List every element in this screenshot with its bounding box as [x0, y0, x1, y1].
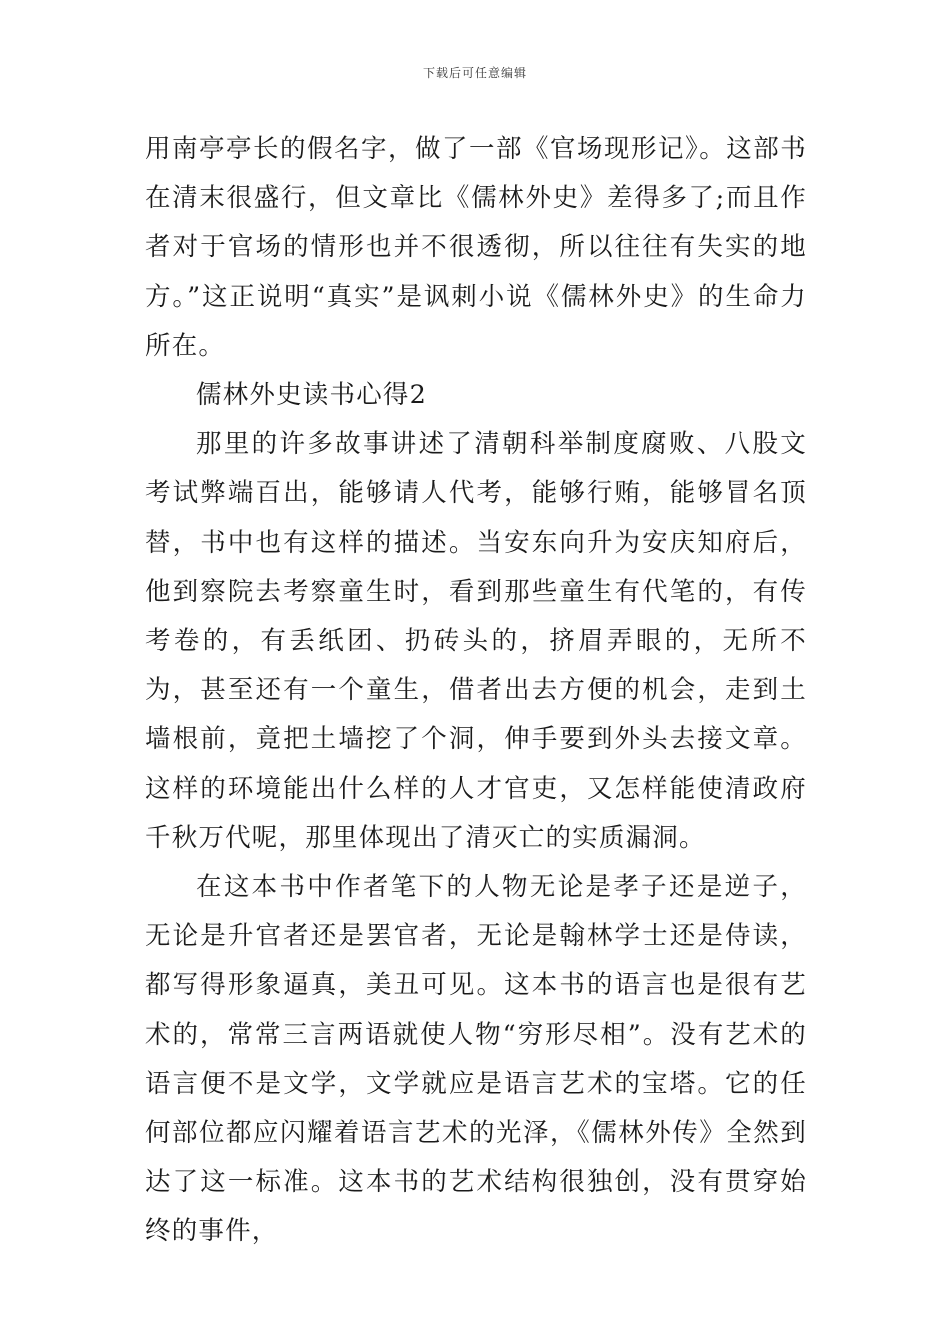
page-header: 下载后可任意编辑: [422, 66, 527, 80]
paragraph-continuation: 用南亭亭长的假名字，做了一部《官场现形记》。这部书在清末很盛行，但文章比《儒林外史》差得多了;而且作者对于官场的情形也并不很透彻，所以往往有失实的地方。”这正说明“真实”是讽刺小说《儒林外史》的生命力所在。: [145, 134, 807, 361]
document-body: [145, 125, 807, 1257]
section-heading: 儒林外史读书心得2: [196, 380, 428, 411]
paragraph-characters-language: 在这本书中作者笔下的人物无论是孝子还是逆子，无论是升官者还是罢官者，无论是翰林学士还是侍读，都写得形象逼真，美丑可见。这本书的语言也是很有艺术的，常常三言两语就使人物“穷形尽相”。没有艺术的语言便不是文学，文学就应是语言艺术的宝塔。它的任何部位都应闪耀着语言艺术的光泽，《儒林外传》全然到达了这一标准。这本书的艺术结构很独创，没有贯穿始终的事件，: [145, 872, 807, 1247]
paragraph-exam-corruption: 那里的许多故事讲述了清朝科举制度腐败、八股文考试弊端百出，能够请人代考，能够行贿，能够冒名顶替，书中也有这样的描述。当安东向升为安庆知府后，他到察院去考察童生时，看到那些童生有代笔的，有传考卷的，有丢纸团、扔砖头的，挤眉弄眼的，无所不为，甚至还有一个童生，借者出去方便的机会，走到土墙根前，竟把土墙挖了个洞，伸手要到外头去接文章。这样的环境能出什么样的人才官吏，又怎样能使清政府千秋万代呢，那里体现出了清灭亡的实质漏洞。: [145, 429, 807, 853]
